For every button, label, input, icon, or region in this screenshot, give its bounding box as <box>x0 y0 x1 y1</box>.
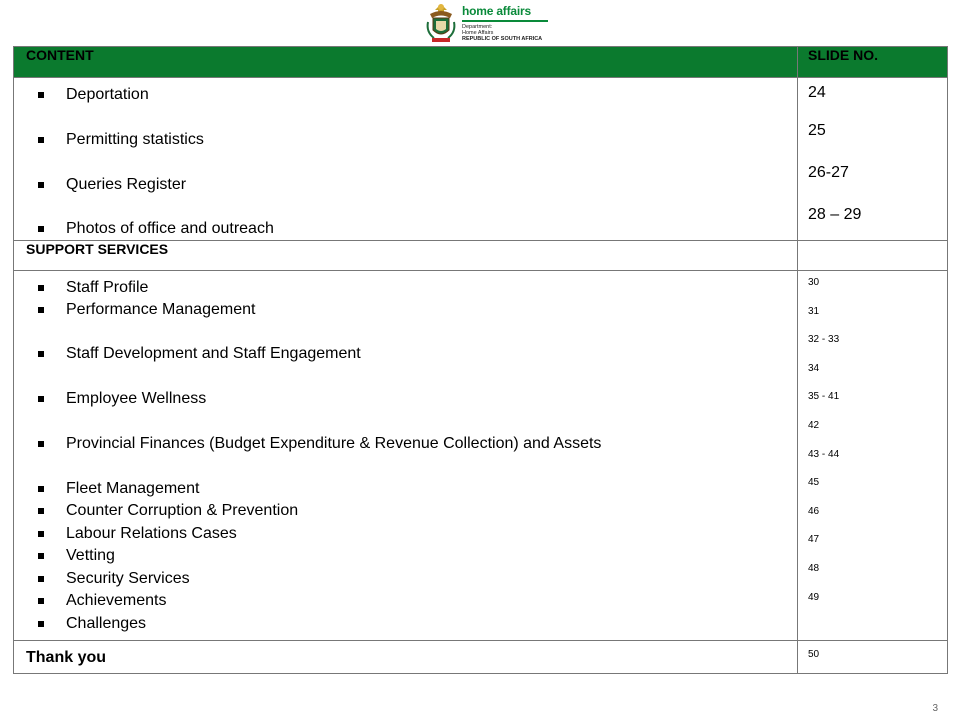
slide-number: 46 <box>808 506 820 517</box>
slide-number: 42 <box>808 420 820 431</box>
bullet-icon <box>38 92 44 98</box>
bullet-icon <box>38 621 44 627</box>
brand-home-affairs: Home Affairs <box>462 30 494 36</box>
slide-number: 50 <box>808 649 820 660</box>
slide-number: 24 <box>808 84 826 101</box>
slide-number: 30 <box>808 277 820 288</box>
bullet-icon <box>38 553 44 559</box>
bullet-icon <box>38 137 44 143</box>
slide-number: 32 - 33 <box>808 334 840 345</box>
slide-number: 45 <box>808 477 820 488</box>
coat-of-arms-icon <box>424 2 458 44</box>
bullet-icon <box>38 531 44 537</box>
slide-number: 34 <box>808 363 820 374</box>
bullet-icon <box>38 441 44 447</box>
brand-underline <box>462 20 548 22</box>
brand-name: home affairs <box>462 4 531 18</box>
slide-number: 31 <box>808 306 820 317</box>
header-row <box>14 47 948 78</box>
slide-number: 43 - 44 <box>808 449 840 460</box>
bullet-icon <box>38 226 44 232</box>
content-header: CONTENT <box>14 47 798 78</box>
thank-you-row <box>14 641 948 674</box>
contents-table <box>13 46 948 674</box>
bullet-icon <box>38 285 44 291</box>
bullet-icon <box>38 307 44 313</box>
section1-row: Deportation Permitting statistics Queries Register Photos of office and outreach 24 25 26-27 28 – 29 <box>14 78 948 241</box>
home-affairs-logo <box>424 2 548 44</box>
support-services-title: SUPPORT SERVICES <box>14 241 798 271</box>
section2-row: Staff Profile Performance Management Staff Development and Staff Engagement Employee Wellness Provincial Finances (Budget Expenditure & Revenue Collection) and Assets Fleet Management Counter Corruption & Prevention Labour Relations Cases Vetting Security Services Achievements Challenges 30 31 32 - 33 34 35 - 41 42 43 - 44 45 46 47 48 49 <box>14 271 948 641</box>
slide-number: 28 – 29 <box>808 206 862 223</box>
slide-number: 26-27 <box>808 164 849 181</box>
slide-number: 49 <box>808 592 820 603</box>
bullet-icon <box>38 576 44 582</box>
bullet-icon <box>38 396 44 402</box>
bullet-icon <box>38 351 44 357</box>
slide-no-header: SLIDE NO. <box>798 47 948 78</box>
page-number: 3 <box>932 703 938 714</box>
bullet-icon <box>38 182 44 188</box>
slide-number: 47 <box>808 534 820 545</box>
slide-number: 35 - 41 <box>808 391 840 402</box>
support-services-row <box>14 241 948 271</box>
slide-number: 48 <box>808 563 820 574</box>
bullet-icon <box>38 508 44 514</box>
slide-number: 25 <box>808 122 826 139</box>
bullet-icon <box>38 598 44 604</box>
brand-republic: REPUBLIC OF SOUTH AFRICA <box>462 36 543 42</box>
brand-department: Department: <box>462 24 493 30</box>
bullet-icon <box>38 486 44 492</box>
thank-you-label: Thank you <box>26 649 107 666</box>
